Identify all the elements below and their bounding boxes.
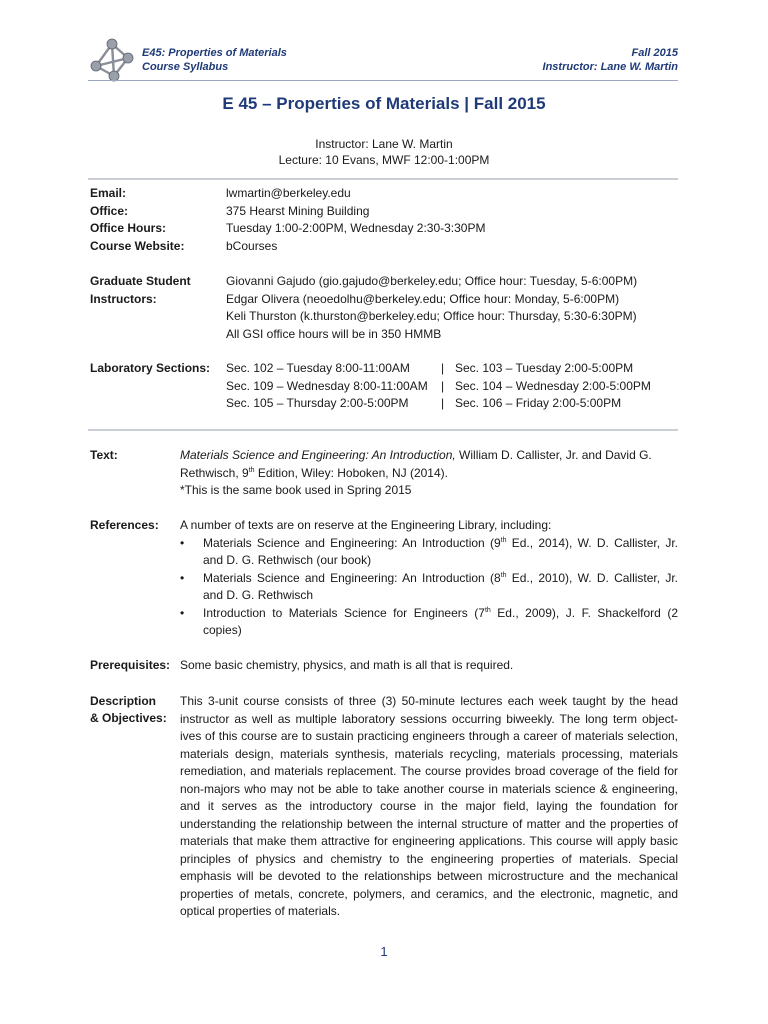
lab-separator: | — [441, 361, 445, 375]
description-body: This 3-unit course consists of three (3) 50-minute lectures each week taught by the head instructor as well as multiple laboratory sessions occurring biweekly. The long term object-ives of this course are to sustain practicing engineers through a career of materials selection, materials design, materials synthesis, materials recycling, materials processing, materials remediation, and materials replacement. The course provides broad coverage of the field for non-majors who may not be able to take another course in materials science & engineering, and it serves as the introductory course in the major field, laying the foundation for understanding the relationship between the internal structure of matter and the properties of materials that make them attractive for engineering applications. This course will apply basic principles of physics and chemistry to the engineering properties of materials. Special emphasis will be devoted to the relationships between microstructure and the mechanical properties of metals, concrete, polymers, and ceramics, and the electronic, magnetic, and optical properties of materials. — [180, 694, 678, 918]
office-hours-value: Tuesday 1:00-2:00PM, Wednesday 2:30-3:30PM — [226, 221, 486, 235]
section-divider — [88, 429, 678, 431]
header-doc-type: Course Syllabus — [142, 61, 229, 73]
email-value[interactable]: lwmartin@berkeley.edu — [226, 186, 351, 200]
references-intro: A number of texts are on reserve at the Engineering Library, including: — [180, 518, 552, 532]
description-label-line1: Description — [90, 694, 157, 708]
edition-superscript: th — [500, 571, 507, 579]
section-divider — [88, 178, 678, 180]
edition-superscript: th — [500, 536, 507, 544]
reference-text-cont: Ed., 2010), W. D. Callister, Jr. and D. G. Rethwisch — [203, 570, 678, 602]
reference-item — [180, 535, 678, 570]
lab-section-left: Sec. 109 – Wednesday 8:00-11:00AM — [226, 379, 428, 393]
course-website-value[interactable]: bCourses — [226, 239, 278, 253]
email-label: Email: — [90, 186, 127, 200]
header-instructor: Instructor: Lane W. Martin — [542, 61, 678, 73]
textbook-entry — [180, 447, 678, 500]
lab-section-right: Sec. 106 – Friday 2:00-5:00PM — [455, 396, 622, 410]
office-label: Office: — [90, 204, 129, 218]
reference-text-cont: Ed., 2009), J. F. Shackelford (2 copies) — [203, 605, 678, 637]
header-course: E45: Properties of Materials — [142, 47, 287, 59]
reference-text: Introduction to Materials Science for Engineers (7 — [203, 605, 485, 620]
bullet: • — [180, 605, 185, 620]
instructor-line: Instructor: Lane W. Martin — [315, 137, 453, 151]
references-label: References: — [90, 518, 159, 532]
header-divider — [88, 80, 678, 81]
lab-separator: | — [441, 396, 445, 410]
textbook-authors-cont: Rethwisch, 9 — [180, 465, 249, 480]
reference-item — [180, 570, 678, 605]
lab-section-left: Sec. 105 – Thursday 2:00-5:00PM — [226, 396, 409, 410]
reference-text: Materials Science and Engineering: An Introduction (9 — [203, 535, 501, 550]
prerequisites-label: Prerequisites: — [90, 658, 171, 672]
lab-section-right: Sec. 103 – Tuesday 2:00-5:00PM — [455, 361, 634, 375]
office-hours-label: Office Hours: — [90, 221, 167, 235]
bullet: • — [180, 535, 185, 550]
page-title: E 45 – Properties of Materials | Fall 2015 — [222, 94, 546, 113]
page-header — [88, 34, 678, 84]
lab-section-right: Sec. 104 – Wednesday 2:00-5:00PM — [455, 379, 651, 393]
textbook-publisher: Edition, Wiley: Hoboken, NJ (2014). — [254, 465, 448, 480]
gsi-line: All GSI office hours will be in 350 HMMB — [226, 327, 442, 341]
lecture-line: Lecture: 10 Evans, MWF 12:00-1:00PM — [278, 153, 490, 167]
molecule-logo-icon — [88, 36, 134, 82]
course-website-label: Course Website: — [90, 239, 185, 253]
description-label-line2: & Objectives: — [90, 711, 167, 725]
textbook-citation — [180, 447, 678, 465]
references-body — [180, 517, 678, 640]
lab-sections-label: Laboratory Sections: — [90, 361, 211, 375]
text-label: Text: — [90, 448, 118, 462]
reference-item — [180, 605, 678, 640]
page-number: 1 — [380, 944, 388, 959]
gsi-label-line1: Graduate Student — [90, 274, 191, 288]
edition-superscript: th — [248, 466, 255, 474]
edition-superscript: th — [484, 606, 491, 614]
header-right — [543, 46, 678, 74]
bullet: • — [180, 570, 185, 585]
header-term: Fall 2015 — [631, 47, 678, 59]
header-left — [142, 46, 287, 74]
references-list — [180, 535, 678, 640]
gsi-line: Edgar Olivera (neoedolhu@berkeley.edu; Office hour: Monday, 5-6:00PM) — [226, 292, 620, 306]
lab-separator: | — [441, 379, 445, 393]
office-value: 375 Hearst Mining Building — [226, 204, 370, 218]
reference-text: Materials Science and Engineering: An Introduction (8 — [203, 570, 501, 585]
prerequisites-value: Some basic chemistry, physics, and math is all that is required. — [180, 658, 514, 672]
textbook-citation-cont — [180, 465, 678, 483]
textbook-authors: William D. Callister, Jr. and David G. — [455, 448, 652, 462]
reference-text-cont: Ed., 2014), W. D. Callister, Jr. and D. G. Rethwisch (our book) — [203, 535, 678, 567]
gsi-label-line2: Instructors: — [90, 292, 157, 306]
textbook-title: Materials Science and Engineering: An Introduction, — [180, 448, 456, 462]
lab-section-left: Sec. 102 – Tuesday 8:00-11:00AM — [226, 361, 410, 375]
gsi-line: Keli Thurston (k.thurston@berkeley.edu; Office hour: Thursday, 5:30-6:30PM) — [226, 309, 637, 323]
textbook-note: *This is the same book used in Spring 2015 — [180, 483, 412, 497]
gsi-line: Giovanni Gajudo (gio.gajudo@berkeley.edu; Office hour: Tuesday, 5-6:00PM) — [226, 274, 638, 288]
